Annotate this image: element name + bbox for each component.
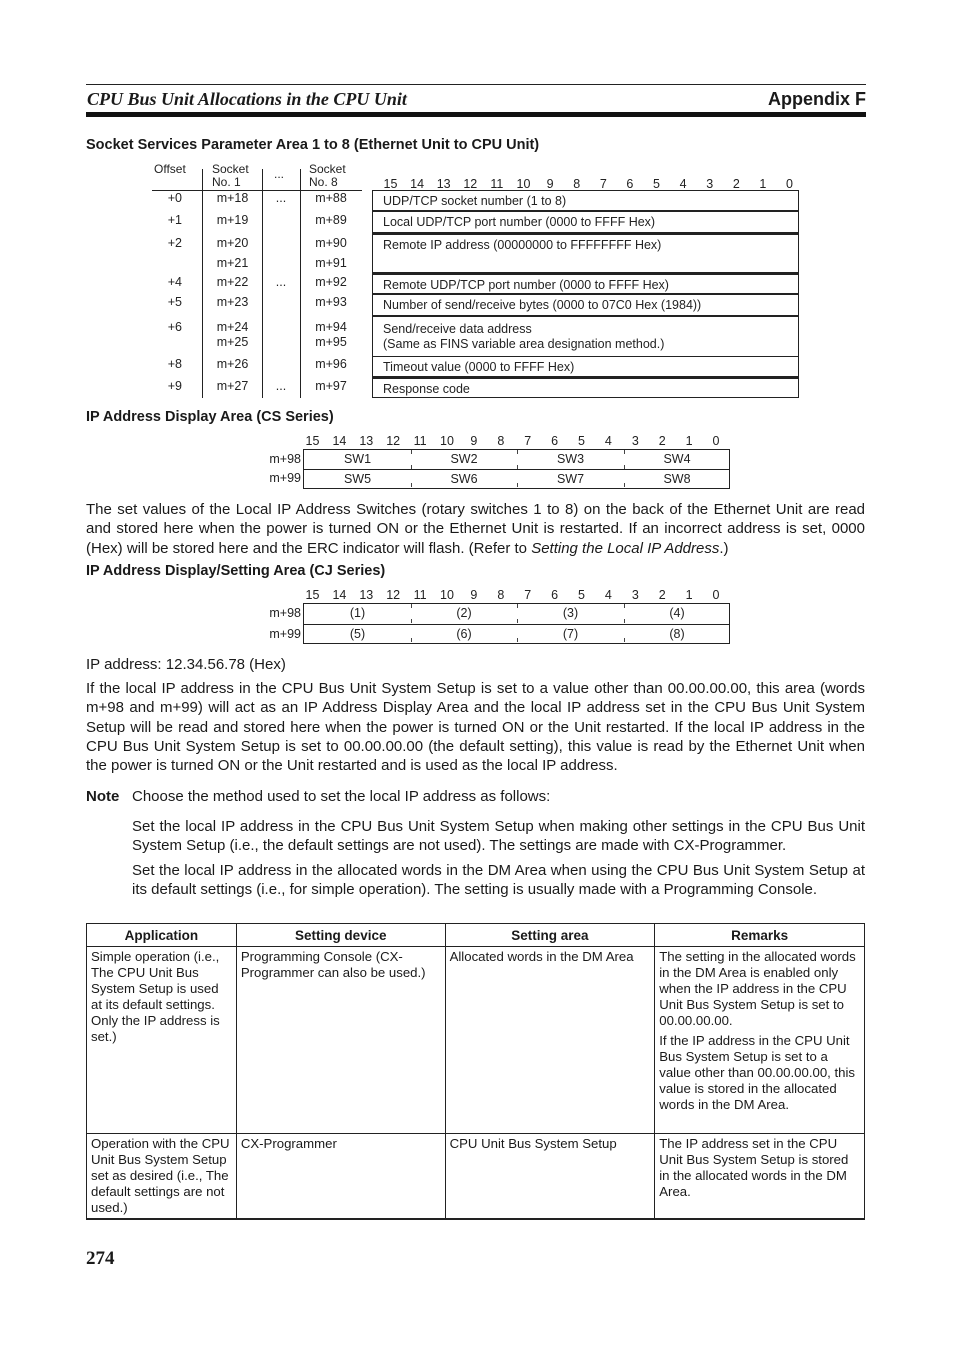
bit-number-label: 0 [786,177,793,191]
bit-number-label: 15 [305,434,320,448]
bit-number-label: 15 [383,177,398,191]
cell-setting-area: Allocated words in the DM Area [445,947,655,1134]
ip-switch-cell: SW8 [663,472,691,486]
table-header-row [87,924,865,947]
nibble-divider-tick [411,483,412,487]
word-label-m98: m+98 [269,452,301,466]
bit-number-label: 6 [551,588,559,602]
socket8-col-header-line1: Socket [309,162,346,176]
bit-number-label: 13 [359,434,374,448]
section-title: CPU Bus Unit Allocations in the CPU Unit [87,89,407,109]
ip-switch-cell: (4) [669,606,685,620]
paragraph-text-end: .) [719,539,729,557]
socket8-word-cell: m+91 [315,256,347,270]
nibble-divider-tick [517,638,518,642]
ip-switch-cell: SW6 [450,472,478,486]
bit-number-label: 9 [470,434,478,448]
nibble-divider-tick [411,604,412,608]
socket1-col-header-line2: No. 1 [212,175,241,189]
ip-switch-cell: (5) [349,627,366,641]
field-box [372,316,799,357]
field-box [372,233,799,273]
bit-number-label: 10 [516,177,531,191]
nibble-divider-tick [411,450,412,454]
bit-number-label: 11 [413,588,427,602]
note-item: Set the local IP address in the CPU Bus Unit System Setup when making other settings in the CPU Bus Unit System Setup (i.e., the default settings are not used). The settings are made with CX-Programmer. [132,818,865,855]
cell-setting-device: Programming Console (CX-Programmer can also be used.) [236,947,445,1134]
header-rule-bottom [86,112,866,117]
bit-number-label: 3 [631,434,639,448]
bit-number-label: 10 [440,434,454,448]
cj-area-heading: IP Address Display/Setting Area (CJ Series) [86,563,386,579]
nibble-divider-tick [624,638,625,642]
bit-number-label: 14 [332,434,347,448]
ip-switch-cell: (2) [456,606,472,620]
col-header-setting-device: Setting device [236,924,445,947]
ip-switch-cell: (1) [349,606,366,620]
socket1-col-header-line1: Socket [212,162,249,176]
bit-number-label: 6 [551,434,559,448]
field-label: Response code [383,382,470,396]
ip-switch-cell: SW5 [343,472,372,486]
ip-word-row [304,624,729,644]
nibble-divider-tick [624,483,625,487]
socket8-word-cell: m+90 [315,236,347,250]
cell-setting-device: CX-Programmer [236,1134,445,1220]
cs-area-heading: IP Address Display Area (CS Series) [86,409,334,425]
socket1-word-cell: m+22 [216,275,249,289]
socket8-word-cell: m+94 [315,320,347,334]
ip-switch-cell: SW3 [556,452,585,466]
word-label-m98: m+98 [269,606,301,620]
socket8-word-cell: m+95 [315,335,347,349]
socket8-col-header-line2: No. 8 [309,175,338,189]
bit-number-label: 4 [604,434,612,448]
bit-number-label: 4 [679,177,687,191]
ip-switch-cell: (7) [562,627,579,641]
bit-number-label: 14 [410,177,425,191]
column-divider [202,169,203,398]
bit-number-label: 8 [573,177,581,191]
column-divider [300,169,301,398]
bit-number-label: 5 [653,177,660,191]
socket8-word-cell: m+92 [315,275,347,289]
table-row [87,1134,865,1220]
socket8-word-cell: m+96 [315,357,347,371]
field-label: Remote UDP/TCP port number (0000 to FFFF Hex) [383,278,669,292]
socket8-word-cell: m+97 [315,379,347,393]
bit-number-label: 4 [604,588,612,602]
note-intro: Choose the method used to set the local IP address as follows: [132,788,551,805]
cell-application: Simple operation (i.e., The CPU Unit Bus System Setup is used at its default settings. Only the IP address is set.) [87,947,237,1134]
ellipsis-cell: ... [275,191,287,205]
ip-switch-cell: SW2 [450,452,478,466]
field-box [372,273,799,294]
offset-cell: +1 [167,213,182,227]
bit-number-label: 8 [497,434,505,448]
bit-number-label: 10 [440,588,454,602]
socket1-word-cell: m+20 [216,236,249,250]
socket1-word-cell: m+18 [216,191,249,205]
remark-paragraph: The setting in the allocated words in the DM Area is enabled only when the IP address in the CPU Unit Bus System Setup is set to 00.00.00.00. [659,949,856,1028]
socket1-word-cell: m+25 [216,335,249,349]
offset-cell: +4 [167,275,182,289]
offset-col-header: Offset [154,162,186,176]
bit-number-label: 15 [305,588,320,602]
bit-number-label: 3 [706,177,714,191]
bit-number-label: 7 [599,177,607,191]
field-label-line2: (Same as FINS variable area designation method.) [383,337,665,351]
cj-description-paragraph: If the local IP address in the CPU Bus Unit System Setup is set to a value other than 00.00.00.00, this area (words m+98 and m+99) will act as an IP Address Display Area and the local IP address set in the CPU Bus Unit System Setup will be read and stored here when the power is turned ON or the Unit restarted. If the local IP address in the CPU Bus Unit System Setup is set to 00.00.00.00 (the default setting), this value is read by the Ethernet Unit when the power is turned ON or the Unit restarted and is used as the local IP address. [86,680,865,775]
bit-number-label: 0 [712,434,720,448]
field-label: Send/receive data address [383,322,532,336]
note-item: Set the local IP address in the allocated words in the DM Area when using the CPU Bus Unit System Setup at its default settings (i.e., for simple operation). The setting is usually made with a Programming Console. [132,862,865,899]
field-label: Timeout value (0000 to FFFF Hex) [383,360,575,374]
socket1-word-cell: m+19 [216,213,249,227]
offset-cell: +9 [167,379,182,393]
cs-ip-word-table [303,449,730,489]
ip-switch-cell: (3) [562,606,579,620]
field-label: UDP/TCP socket number (1 to 8) [383,194,567,208]
bit-number-label: 6 [626,177,634,191]
ellipsis-cell: ... [275,275,287,289]
ip-switch-cell: (8) [669,627,685,641]
ip-word-row [304,604,729,623]
bit-number-label: 11 [490,177,504,191]
field-box [372,377,799,398]
field-box [372,294,799,316]
ip-switch-cell: SW4 [663,452,691,466]
bit-number-label: 12 [386,588,401,602]
bit-number-label: 0 [712,588,720,602]
cross-reference-link[interactable]: Setting the Local IP Address [531,539,720,557]
col-header-application: Application [87,924,237,947]
bit-number-label: 1 [685,588,693,602]
nibble-divider-tick [411,619,412,623]
cs-description-paragraph [86,500,865,558]
field-label: Local UDP/TCP port number (0000 to FFFF Hex) [383,215,656,229]
bit-number-label: 11 [413,434,427,448]
bit-number-label: 14 [332,588,347,602]
nibble-divider-tick [517,604,518,608]
ip-word-row [304,450,729,469]
cell-remarks [655,947,865,1134]
bit-number-label: 12 [463,177,478,191]
word-label-m99: m+99 [269,627,301,641]
remark-paragraph: The IP address set in the CPU Unit Bus System Setup is stored in the allocated words in the DM Area. [659,1136,849,1199]
offset-cell: +0 [167,191,182,205]
nibble-divider-tick [517,619,518,623]
bit-number-label: 13 [359,588,374,602]
paragraph-text: The set values of the Local IP Address Switches (rotary switches 1 to 8) on the back of the Ethernet Unit are read and stored here when the power is turned ON or the Ethernet Unit is restarted. If an incorrect address is set, 0000 (Hex) will be stored here and the ERC indicator will flash. (Refer to [86,501,865,557]
cell-remarks [655,1134,865,1220]
header-rule-top [86,84,866,85]
ip-switch-cell: SW7 [556,472,585,486]
nibble-divider-tick [624,619,625,623]
bit-number-label: 2 [658,588,666,602]
socket8-word-cell: m+89 [315,213,347,227]
socket8-word-cell: m+93 [315,295,347,309]
nibble-divider-tick [517,450,518,454]
nibble-divider-tick [517,483,518,487]
ip-address-example: IP address: 12.34.56.78 (Hex) [86,656,286,673]
word-label-m99: m+99 [269,471,301,485]
ip-switch-cell: SW1 [343,452,372,466]
socket1-word-cell: m+21 [216,256,249,270]
field-label: Remote IP address (00000000 to FFFFFFFF Hex) [383,238,662,252]
appendix-label: Appendix F [768,89,866,109]
ip-word-row [304,469,729,489]
note-label: Note [86,788,120,805]
column-divider [262,169,263,398]
ellipsis-cell: ... [275,379,287,393]
col-header-remarks: Remarks [655,924,865,947]
bit-number-label: 9 [470,588,478,602]
nibble-divider-tick [624,604,625,608]
cell-application: Operation with the CPU Unit Bus System Setup set as desired (i.e., The default settings are not used.) [87,1134,237,1220]
field-label: Number of send/receive bytes (0000 to 07C0 Hex (1984)) [383,298,702,312]
field-box [372,190,799,211]
page-number: 274 [86,1248,115,1269]
cell-setting-area: CPU Unit Bus System Setup [445,1134,655,1220]
offset-cell: +2 [167,236,182,250]
ellipsis-col-header: ... [274,167,285,181]
bit-number-label: 2 [658,434,666,448]
socket-area-heading: Socket Services Parameter Area 1 to 8 (Ethernet Unit to CPU Unit) [86,137,540,153]
bit-number-label: 13 [436,177,451,191]
col-header-setting-area: Setting area [445,924,655,947]
nibble-divider-tick [624,450,625,454]
offset-cell: +8 [167,357,182,371]
bit-number-label: 7 [524,588,532,602]
bit-number-label: 12 [386,434,401,448]
field-box [372,356,799,377]
offset-cell: +6 [167,320,182,334]
table-row [87,947,865,1134]
cj-ip-word-table [303,603,730,644]
socket1-word-cell: m+23 [216,295,249,309]
bit-number-label: 5 [578,434,585,448]
bit-number-label: 5 [578,588,585,602]
socket1-word-cell: m+27 [216,379,249,393]
bit-number-label: 1 [759,177,767,191]
bit-number-label: 7 [524,434,532,448]
ip-switch-cell: (6) [456,627,472,641]
bit-number-label: 1 [685,434,693,448]
nibble-divider-tick [411,638,412,642]
offset-cell: +5 [167,295,182,309]
bit-number-label: 3 [631,588,639,602]
bit-number-label: 9 [546,177,554,191]
socket1-word-cell: m+24 [216,320,249,334]
ip-setting-method-table [86,923,865,1220]
bit-number-label: 2 [732,177,740,191]
field-box [372,211,799,233]
socket8-word-cell: m+88 [315,191,347,205]
bit-number-label: 8 [497,588,505,602]
socket1-word-cell: m+26 [216,357,249,371]
remark-paragraph: If the IP address in the CPU Unit Bus System Setup is set to a value other than 00.00.00.00, this value is stored in the allocated words in the DM Area. [659,1033,856,1112]
